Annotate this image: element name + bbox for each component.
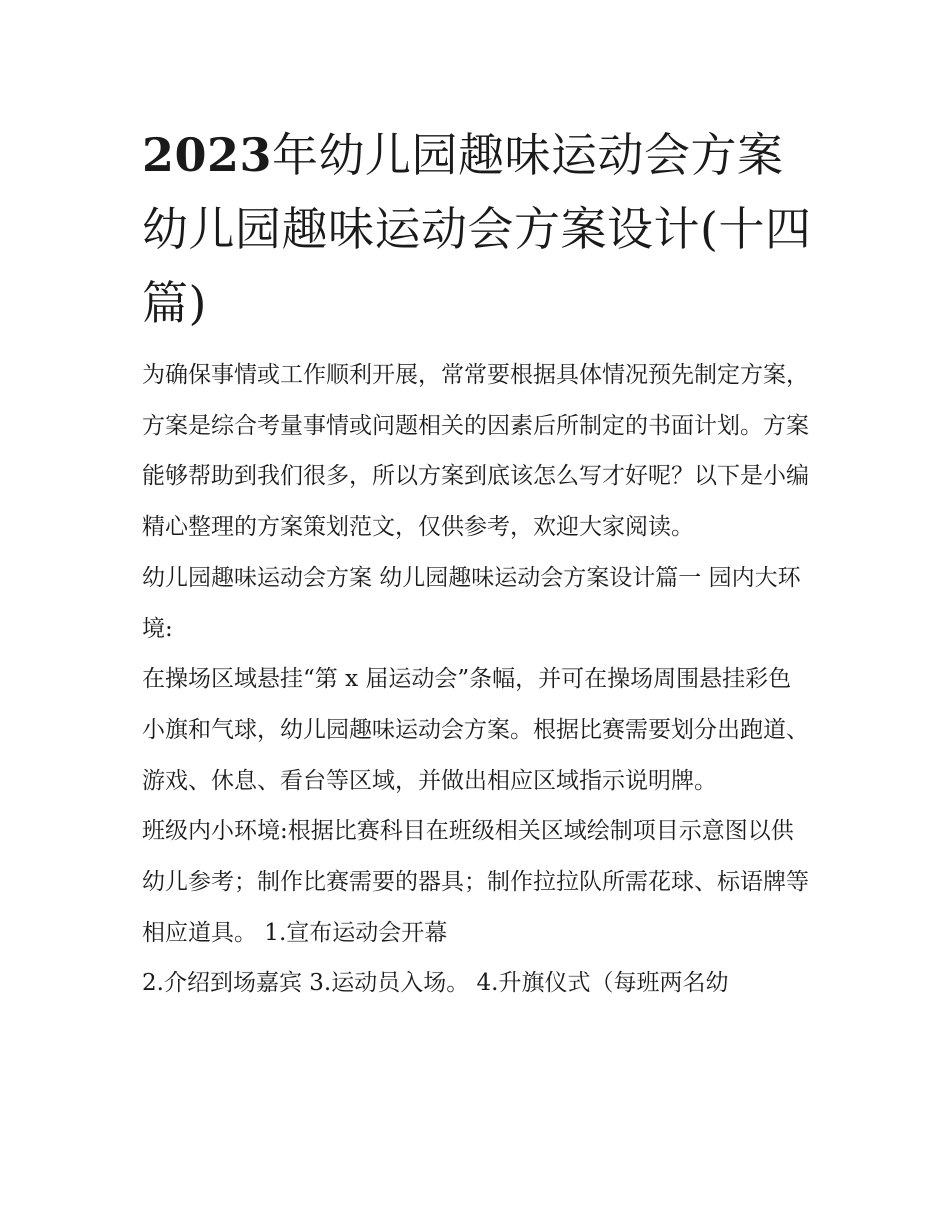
paragraph-intro: 为确保事情或工作顺利开展，常常要根据具体情况预先制定方案，方案是综合考量事情或问题相关的因素后所制定的书面计划。方案能够帮助到我们很多，所以方案到底该怎么写才好呢？以下是小编精心整理的方案策划范文，仅供参考，欢迎大家阅读。 [142, 362, 809, 541]
paragraph-section-heading: 幼儿园趣味运动会方案 幼儿园趣味运动会方案设计篇一 园内大环境: [142, 564, 801, 642]
title-text: 年幼儿园趣味运动会方案幼儿园趣味运动会方案设计(十四篇) [142, 128, 812, 330]
paragraph-outdoor-environment: 在操场区域悬挂“第 x 届运动会”条幅，并可在操场周围悬挂彩色小旗和气球，幼儿园趣味运动会方案。根据比赛需要划分出跑道、游戏、休息、看台等区域，并做出相应区域指示说明牌。 [142, 666, 809, 794]
paragraph-class-environment: 班级内小环境:根据比赛科目在班级相关区域绘制项目示意图以供幼儿参考；制作比赛需要的器具；制作拉拉队所需花球、标语牌等相应道具。 1.宣布运动会开幕 [142, 818, 809, 946]
title-year: 2023 [142, 128, 273, 182]
document-body [142, 350, 814, 1009]
document-title [142, 118, 814, 340]
document-page [142, 118, 814, 1009]
paragraph-agenda: 2.介绍到场嘉宾 3.运动员入场。 4.升旗仪式（每班两名幼 [142, 970, 729, 997]
